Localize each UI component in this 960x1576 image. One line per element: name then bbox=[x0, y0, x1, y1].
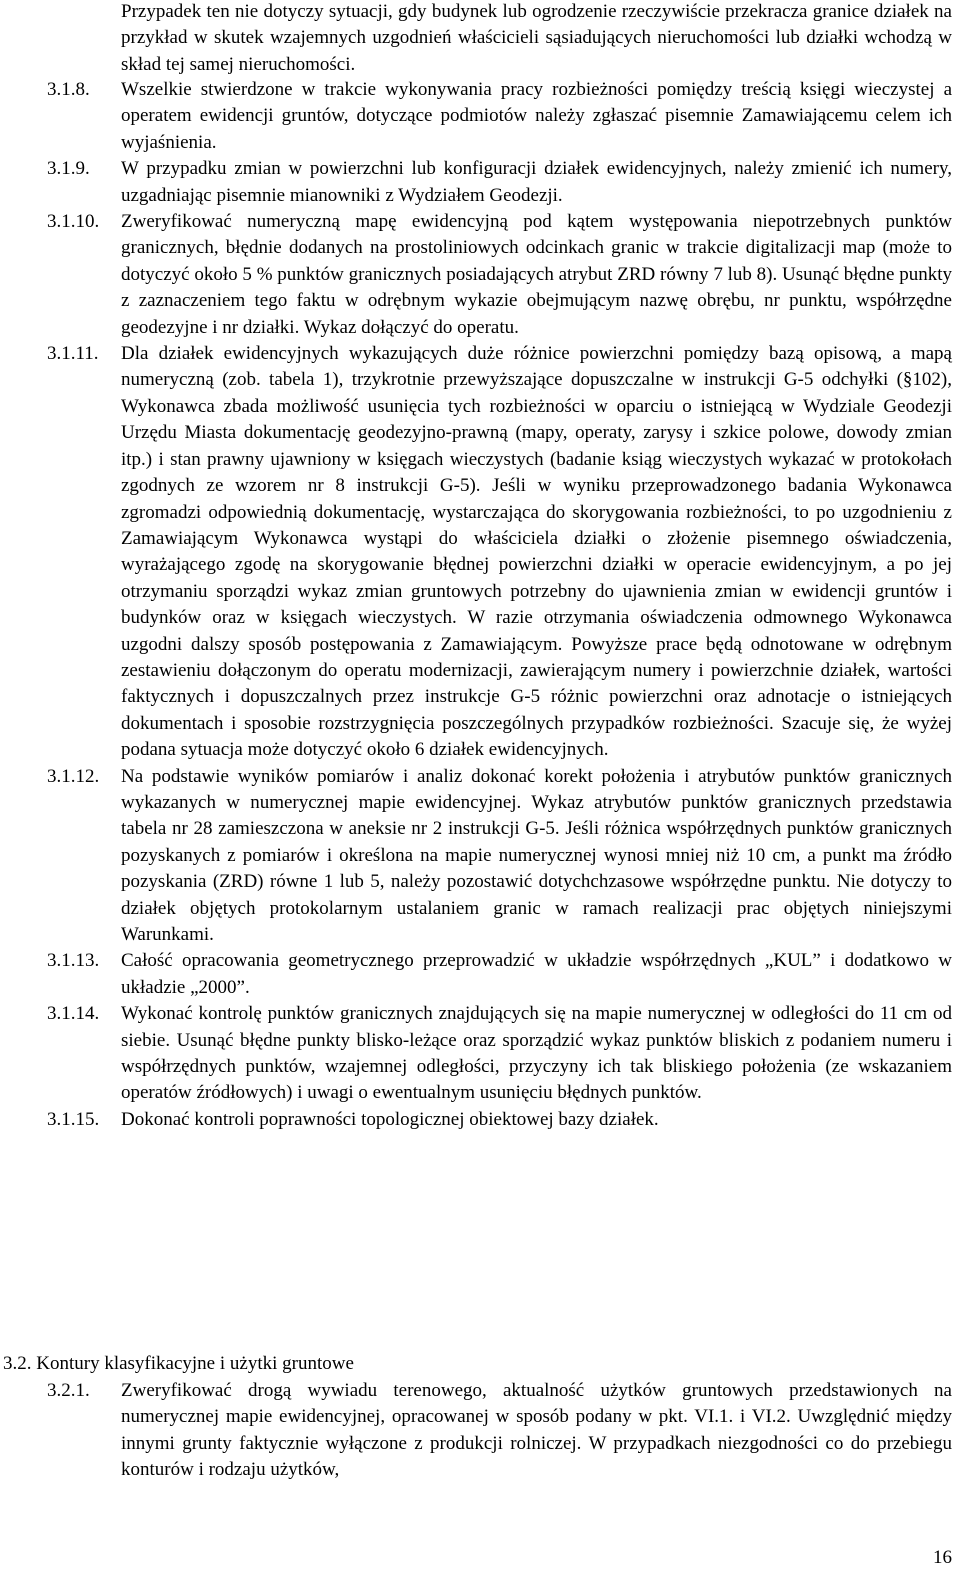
list-item-3-1-14 bbox=[0, 1001, 960, 1107]
item-text: Wszelkie stwierdzone w trakcie wykonywania pracy rozbieżności pomiędzy treścią księgi wieczystej a operatem ewidencji gruntów, dotyczące podmiotów należy zgłaszać pisemnie Zamawiającemu celem ich wyjaśnienia. bbox=[121, 79, 952, 153]
list-item-3-1-10 bbox=[0, 209, 960, 341]
item-number: 3.1.10. bbox=[47, 211, 100, 233]
item-number: 3.1.12. bbox=[47, 765, 100, 787]
item-text: Dokonać kontroli poprawności topologicznej obiektowej bazy działek. bbox=[121, 1108, 659, 1130]
item-number: 3.1.11. bbox=[47, 343, 99, 365]
list-item-3-2-1 bbox=[0, 1378, 960, 1484]
item-number: 3.1.14. bbox=[47, 1003, 100, 1025]
list-item-3-1-12 bbox=[0, 764, 960, 949]
list-item-3-1-11 bbox=[0, 341, 960, 764]
intro-paragraph: Przypadek ten nie dotyczy sytuacji, gdy budynek lub ogrodzenie rzeczywiście przekracza granice działek na przykład w skutek wzajemnych uzgodnień właścicieli sąsiadujących nieruchomości lub działki wchodzą w skład tej samej nieruchomości. bbox=[121, 1, 952, 75]
item-text: Na podstawie wyników pomiarów i analiz dokonać korekt położenia i atrybutów punktów granicznych wykazanych w numerycznej mapie ewidencyjnej. Wykaz atrybutów punktów granicznych przedstawia tabela nr 28 zamieszczona w aneksie nr 2 instrukcji G-5. Jeśli różnica współrzędnych punktów granicznych pozyskanych z pomiarów i określona na mapie numerycznej wynosi mniej niż 10 cm, a punkt ma źródło pozyskania (ZRD) równe 1 lub 5, należy pozostawić dotychchzasowe współrzędne punktu. Nie dotyczy to działek objętych protokolarnym ustalaniem granic w ramach realizacji prac objętych niniejszymi Warunkami. bbox=[121, 765, 952, 945]
list-item-3-1-15 bbox=[0, 1107, 960, 1133]
item-list bbox=[0, 77, 960, 1133]
item-text: Zweryfikować drogą wywiadu terenowego, aktualność użytków gruntowych przedstawionych na numerycznej mapie ewidencyjnej, opracowanej w sposób podany w pkt. VI.1. i VI.2. Uwzględnić między innymi grunty faktycznie wyłączone z produkcji rolniczej. W przypadkach niezgodności co do przebiegu konturów i rodzaju użytków, bbox=[121, 1380, 952, 1481]
list-item-3-1-9 bbox=[0, 156, 960, 209]
page-number: 16 bbox=[933, 1547, 952, 1568]
section-heading: 3.2. Kontury klasyfikacyjne i użytki gruntowe bbox=[3, 1353, 354, 1374]
item-text: Dla działek ewidencyjnych wykazujących duże różnice powierzchni pomiędzy bazą opisową, a mapą numeryczną (zob. tabela 1), trzykrotnie przewyższające dopuszczalne w instrukcji G-5 odchyłki (§102), Wykonawca zbada możliwość usunięcia tych rozbieżności w oparciu o istniejącą w Wydziale Geodezji Urzędu Miasta dokumentację geodezyjno-prawną (mapy, operaty, zarysy i szkice polowe, dowody zmian itp.) i stan prawny ujawniony w księgach wieczystych (badanie ksiąg wieczystych wykazać w protokołach zgodnych ze wzorem nr 8 instrukcji G-5). Jeśli w wyniku przeprowadzonego badania Wykonawca zgromadzi odpowiednią dokumentację, wystarczająca do skorygowania rozbieżności, to po uzgodnieniu z Zamawiającym Wykonawca wystąpi do właściciela działki o złożenie pisemnego oświadczenia, wyrażającego zgodę na skorygowanie błędnej powierzchni działki w operacie ewidencyjnym, a po jej otrzymaniu sporządzi wykaz zmian gruntowych potrzebny do ujawnienia zmian w ewidencji gruntów i budynków oraz w księgach wieczystych. W razie otrzymania oświadczenia odmownego Wykonawca uzgodni dalszy sposób postępowania z Zamawiającym. Powyższe prace będą odnotowane w odrębnym zestawieniu dołączonym do operatu modernizacji, zawierającym numery i powierzchnie działek, wartości faktycznych i dopuszczalnych przez instrukcje G-5 różnic powierzchni oraz adnotacje o istniejących dokumentach i sposobie rozstrzygnięcia poszczególnych przypadków rozbieżności. Szacuje się, że wyżej podana sytuacja może dotyczyć około 6 działek ewidencyjnych. bbox=[121, 343, 952, 761]
item-number: 3.1.9. bbox=[47, 158, 90, 180]
item-number: 3.2.1. bbox=[47, 1380, 90, 1401]
item-text: W przypadku zmian w powierzchni lub konfiguracji działek ewidencyjnych, należy zmienić ich numery, uzgadniając pisemnie mianowniki z Wydziałem Geodezji. bbox=[121, 158, 952, 206]
item-text: Całość opracowania geometrycznego przeprowadzić w układzie współrzędnych „KUL” i dodatkowo w układzie „2000”. bbox=[121, 950, 952, 998]
list-item-3-1-13 bbox=[0, 948, 960, 1001]
list-item-3-1-8 bbox=[0, 77, 960, 156]
item-text: Wykonać kontrolę punktów granicznych znajdujących się na mapie numerycznej w odległości do 11 cm od siebie. Usunąć błędne punkty blisko-leżące oraz sporządzić wykaz punktów bliskich z podaniem numeru i współrzędnych punktów, wzajemnej odległości, przyczyny ich tak bliskiego położenia (ze wskazaniem operatów źródłowych) i uwagi o ewentualnym usunięciu błędnych punktów. bbox=[121, 1003, 952, 1104]
item-number: 3.1.13. bbox=[47, 950, 100, 972]
item-number: 3.1.15. bbox=[47, 1108, 100, 1130]
item-text: Zweryfikować numeryczną mapę ewidencyjną pod kątem występowania niepotrzebnych punktów granicznych, błędnie dodanych na prostoliniowych odcinkach granic w trakcie digitalizacji map (może to dotyczyć około 5 % punktów granicznych posiadających atrybut ZRD równy 7 lub 8). Usunąć błędne punkty z zaznaczeniem tego faktu w odrębnym wykazie obejmującym nazwę obrębu, nr punktu, współrzędne geodezyjne i nr działki. Wykaz dołączyć do operatu. bbox=[121, 211, 952, 338]
section-item-list bbox=[0, 1378, 960, 1484]
item-number: 3.1.8. bbox=[47, 79, 90, 100]
